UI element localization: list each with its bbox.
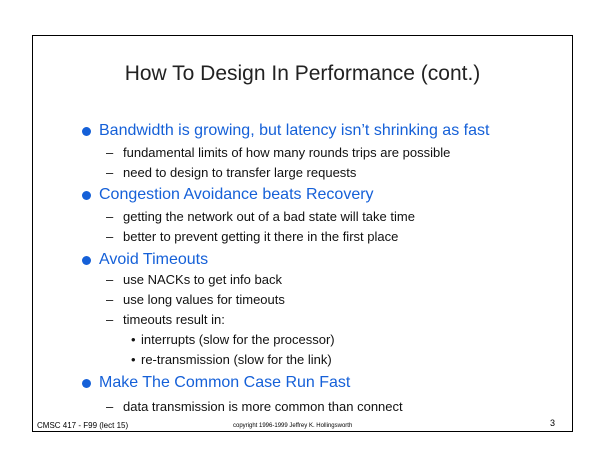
bullet-text: Avoid Timeouts <box>99 251 209 268</box>
dash-icon: – <box>106 312 114 327</box>
dash-icon: – <box>106 272 114 287</box>
sub-bullet-text: use NACKs to get info back <box>123 272 282 287</box>
page-number: 3 <box>550 418 556 428</box>
dash-icon: – <box>106 209 114 224</box>
footer-course: CMSC 417 - F99 (lect 15) <box>37 421 129 430</box>
sub-bullet-text: use long values for timeouts <box>123 292 285 307</box>
dash-icon: – <box>106 145 114 160</box>
sub-bullet-text: better to prevent getting it there in the first place <box>123 229 399 244</box>
dash-icon: – <box>106 165 114 180</box>
slide-title: How To Design In Performance (cont.) <box>124 62 481 85</box>
dash-icon: – <box>106 292 114 307</box>
bullet-text: Make The Common Case Run Fast <box>99 374 351 391</box>
bullet-dot-icon <box>82 127 91 136</box>
small-dot-icon: • <box>131 352 136 367</box>
dash-icon: – <box>106 399 114 414</box>
sub-sub-bullet-text: re-transmission (slow for the link) <box>141 352 332 367</box>
sub-bullet-text: getting the network out of a bad state will take time <box>123 209 415 224</box>
sub-bullet-text: timeouts result in: <box>123 312 225 327</box>
sub-sub-bullet-text: interrupts (slow for the processor) <box>141 332 335 347</box>
bullet-dot-icon <box>82 256 91 265</box>
sub-bullet-text: need to design to transfer large requests <box>123 165 357 180</box>
dash-icon: – <box>106 229 114 244</box>
sub-bullet-text: data transmission is more common than connect <box>123 399 403 414</box>
footer-copyright: copyright 1996-1999 Jeffrey K. Hollingsworth <box>233 423 353 429</box>
bullet-dot-icon <box>82 191 91 200</box>
sub-bullet-text: fundamental limits of how many rounds trips are possible <box>123 145 451 160</box>
bullet-text: Bandwidth is growing, but latency isn’t shrinking as fast <box>99 122 490 139</box>
bullet-dot-icon <box>82 379 91 388</box>
bullet-text: Congestion Avoidance beats Recovery <box>99 186 374 203</box>
small-dot-icon: • <box>131 332 136 347</box>
